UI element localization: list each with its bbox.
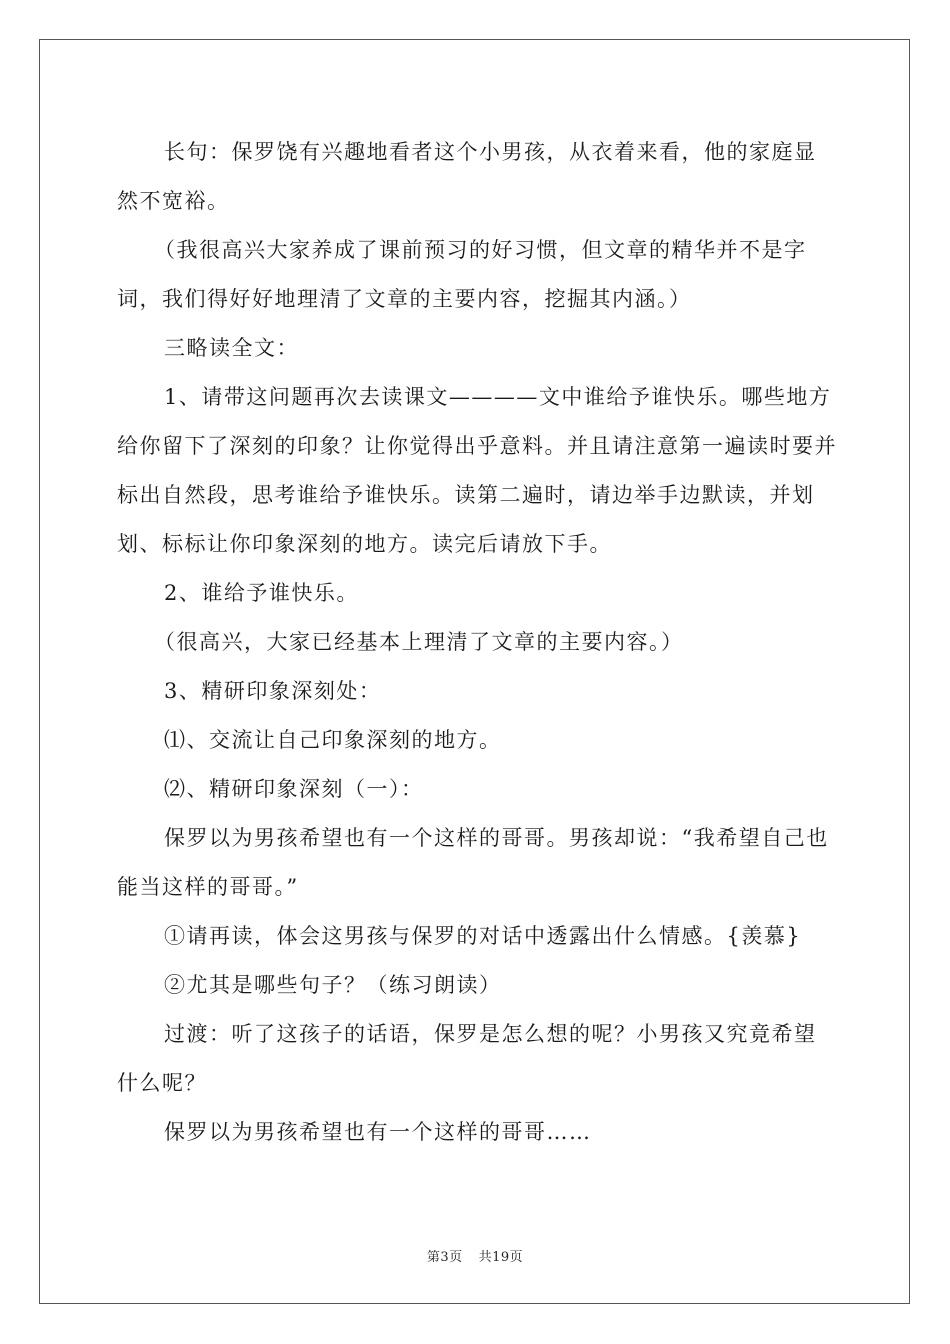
page-number: 第3页 (426, 1250, 463, 1265)
paragraph-item-1: ①请再读，体会这男孩与保罗的对话中透露出什么情感。{羡慕} (164, 924, 802, 948)
paragraph-step-2: 2、谁给予谁快乐。 (164, 581, 359, 605)
paragraph-step-2-note: （很高兴，大家已经基本上理清了文章的主要内容。） (154, 630, 684, 654)
page-total: 共19页 (478, 1250, 524, 1265)
paragraph-section-heading: 三略读全文： (164, 336, 299, 360)
paragraph-step-1: 1、请带这问题再次去读课文————文中谁给予谁快乐。哪些地方给你留下了深刻的印象？让你觉得出乎意料。并且请注意第一遍读时要并标出自然段，思考谁给予谁快乐。读第二遍时，请边举手边默读，并划划、标标让你印象深刻的地方。读完后请放下手。 (117, 385, 837, 556)
page-footer (0, 1246, 950, 1265)
paragraph-item-2: ②尤其是哪些句子？（练习朗读） (164, 973, 502, 997)
paragraph-preview-note: （我很高兴大家养成了课前预习的好习惯，但文章的精华并不是字词，我们得好好地理清了文章的主要内容，挖掘其内涵。） (117, 238, 807, 311)
paragraph-long-sentence: 长句：保罗饶有兴趣地看者这个小男孩，从衣着来看，他的家庭显然不宽裕。 (117, 140, 817, 213)
paragraph-substep-1: ⑴、交流让自己印象深刻的地方。 (164, 728, 502, 752)
paragraph-substep-2: ⑵、精研印象深刻（一）： (164, 777, 424, 801)
paragraph-dialogue: 保罗以为男孩希望也有一个这样的哥哥。男孩却说：“我希望自己也能当这样的哥哥。” (117, 826, 829, 899)
paragraph-closing: 保罗以为男孩希望也有一个这样的哥哥…… (164, 1120, 592, 1144)
paragraph-transition: 过渡：听了这孩子的话语，保罗是怎么想的呢？小男孩又究竟希望什么呢？ (117, 1022, 817, 1095)
document-body (117, 128, 837, 1157)
paragraph-step-3: 3、精研印象深刻处： (164, 679, 382, 703)
